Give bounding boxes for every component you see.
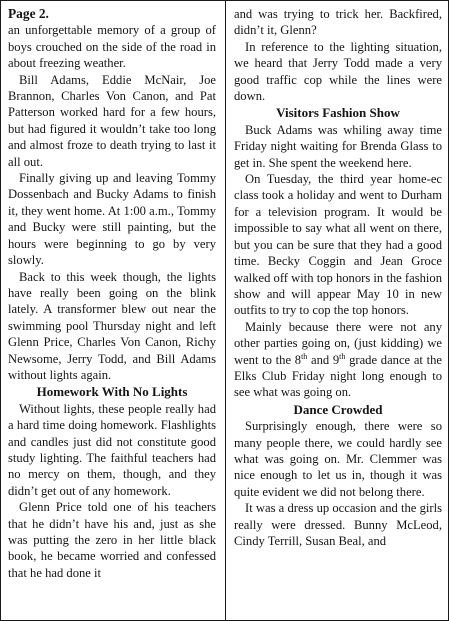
paragraph: Buck Adams was whiling away time Friday night waiting for Brenda Glass to get in. She spent the weekend here.: [234, 122, 442, 170]
paragraph: Surprisingly enough, there were so many people there, we could hardly see what was going on. Mr. Clemmer was nice enough to let us in, though it was quite evident we did not belong there.: [234, 419, 442, 499]
paragraph: an unforgettable memory of a group of boys crouched on the side of the road in about freezing weather.: [8, 23, 216, 71]
text-run: Mainly because there were not any other parties going on, (just kidding) we went to the 8: [234, 319, 442, 367]
paragraph: Finally giving up and leaving Tommy Dossenbach and Bucky Adams to finish it, they went home. At 1:00 a.m., Tommy and Bucky were still painting, but the hours were beginning to go by very slowly.: [8, 171, 216, 268]
text-run: and 9: [307, 352, 340, 367]
paragraph: Bill Adams, Eddie McNair, Joe Brannon, Charles Von Canon, and Pat Patterson worked hard for a few hours, but had figured it wouldn’t take too long and almost froze to death trying to last it all out.: [8, 72, 216, 169]
section-heading: Homework With No Lights: [36, 384, 188, 400]
paragraph: It was a dress up occasion and the girls really were dressed. Bunny McLeod, Cindy Terrill, Susan Beal, and: [234, 501, 442, 548]
paragraph: [234, 319, 442, 401]
paragraph: Back to this week though, the lights have really been going on the blink lately. A transformer blew out near the swimming pool Thursday night and left Glenn Price, Charles Von Canon, Richy Newsome, Jerry Todd, and Bill Adams without lights again.: [8, 269, 216, 382]
section-heading: Visitors Fashion Show: [276, 105, 400, 121]
paragraph: Without lights, these people really had a hard time doing homework. Flashlights and candles just did not constitute good study lighting. The faithful teachers had no mercy on them, though, and they didn’t get out of any homework.: [8, 401, 216, 498]
paragraph: Glenn Price told one of his teachers that he didn’t have his and, just as she was putting the zero in her little black book, he became worried and confessed that he had done it: [8, 500, 216, 580]
page-label-line: [8, 6, 216, 22]
superscript: th: [301, 351, 308, 361]
paragraph: and was trying to trick her. Backfired, didn’t it, Glenn?: [234, 7, 442, 38]
paragraph: In reference to the lighting situation, we heard that Jerry Todd made a very good traffic cop while the lines were down.: [234, 39, 442, 104]
text-run: grade dance at the Elks Club Friday night long enough to see what was going on.: [234, 352, 442, 400]
paragraph: On Tuesday, the third year home-ec class took a holiday and went to Durham for a television program. It would be impossible to say what all went on there, but you can be sure that they had a good time. Becky Coggin and Jean Groce walked off with top honors in the fashion show and will appear May 10 in new outfits to try to cop the top honors.: [234, 172, 442, 318]
right-column: [234, 6, 442, 549]
left-column: [8, 6, 216, 581]
section-heading: Dance Crowded: [293, 401, 383, 417]
column-divider: [225, 1, 226, 620]
page-label: Page 2.: [8, 6, 49, 21]
superscript: th: [339, 351, 346, 361]
